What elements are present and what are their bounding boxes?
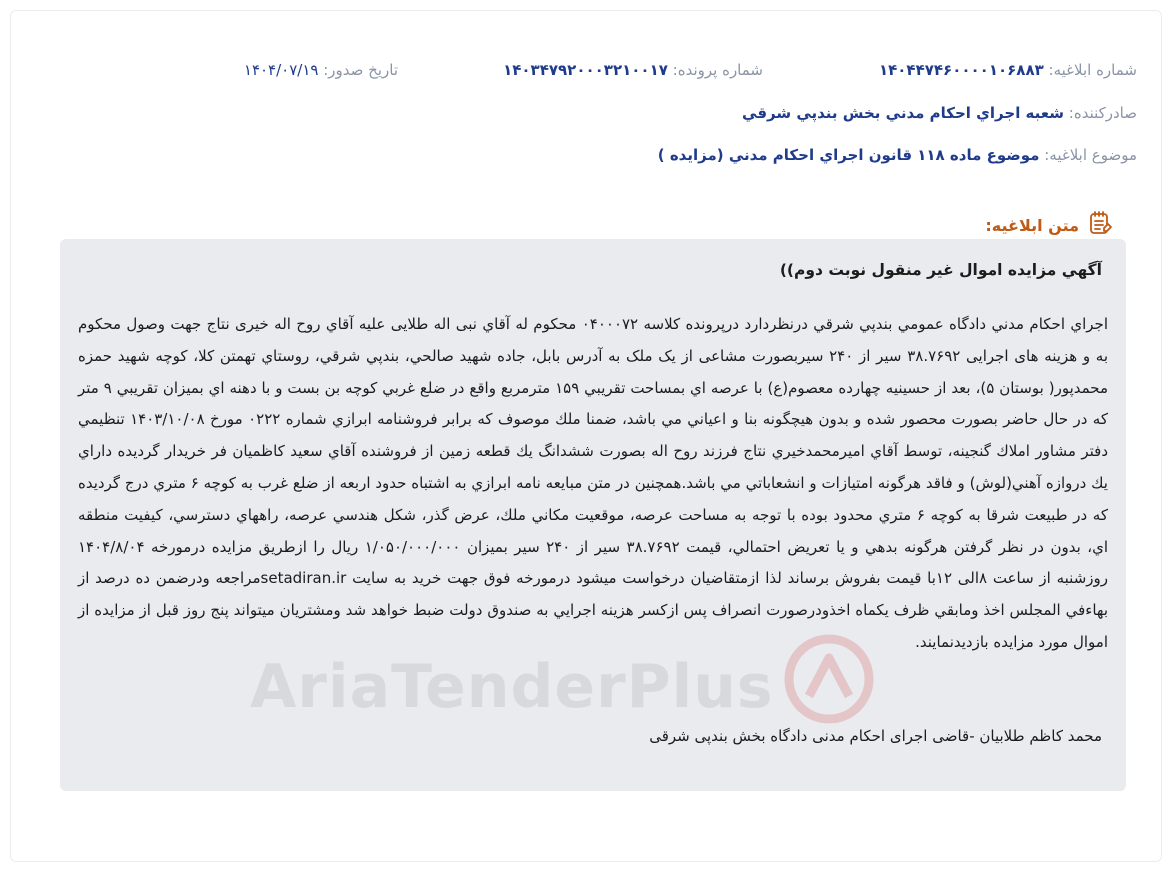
notice-number-value: ۱۴۰۴۴۷۴۶۰۰۰۰۱۰۶۸۸۳ [878,61,1044,79]
notice-number-label: شماره ابلاغيه: [1048,61,1137,79]
notice-body-text: اجراي احكام مدني دادگاه عمومي بندپي شرقي درنظردارد درپرونده كلاسه ۰۴۰۰۰۷۲ محکوم له آقاي نبی اله طلايی عليه آقاي روح اله خيری نتاج جهت وصول محکوم به و هزينه های اجرايی ۳۸.۷۶۹۲ سير از ۲۴۰ سيربصورت مشاعی از يک ملک به آدرس بابل، جاده شهيد صالحي، بندپي شرقي، روستاي تهمتن كلا، كوچه شهيد حمزه محمدپور( بوستان ۵)، بعد از حسينيه چهارده معصوم(ع) با عرصه اي بمساحت تقريبي ۱۵۹ مترمربع واقع در ضلع غربي كوچه بن بست و با دهنه اي بميزان تقريبي ۹ متر كه در حال حاضر بصورت محصور شده و بدون هيچگونه بنا و اعياني مي باشد، ضمنا ملك موصوف كه برابر فروشنامه ابرازي شماره ۰۲۲۲ مورخ ۱۴۰۳/۱۰/۰۸ تنظيمي دفتر مشاور املاك گنجينه، توسط آقاي اميرمحمدخيري نتاج فرزند روح اله بصورت ششدانگ يك قطعه زمين از فروشنده آقاي سعيد كاظميان فر خريدار گرديده داراي يك دروازه آهني(لوش) و فاقد هرگونه امتيازات و انشعاباتي مي باشد.همچنين در متن مبايعه نامه ابرازي به اشتباه حدود اربعه از ضلع غرب به كوچه ۶ متري درج گرديده كه در طبيعت شرقا به كوچه ۶ متري محدود بوده با توجه به مساحت عرصه، موقعيت مكاني ملك، عرض گذر، شكل هندسي عرصه، راههاي دسترسي، كيفيت منطقه اي، بدون در نظر گرفتن هرگونه بدهي و يا تعريض احتمالي، قيمت ۳۸.۷۶۹۲ سير از ۲۴۰ سير بميزان ۱/۰۵۰/۰۰۰/۰۰۰ ريال را ازطريق مزايده درمورخه ۱۴۰۴/۸/۰۴ روزشنبه از ساعت ۸الی ۱۲با قيمت بفروش برساند لذا ازمتقاضيان درخواست ميشود درمورخه فوق جهت خريد به سايت setadiran.irمراجعه ودرضمن ده درصد از بهاءفي المجلس اخذ ومابقي ظرف يكماه اخذودرصورت انصراف پس ازكسر هزينه اجرايي به صندوق دولت ضبط خواهد شد ومشتريان ميتواند پنج روز قبل از مزايده از اموال مورد مزايده بازديدنمايند. [78,315,1109,651]
document-text-icon [1087,210,1113,240]
issue-date-value: ۱۴۰۴/۰۷/۱۹ [243,61,319,79]
notice-text-heading [985,210,1113,240]
notice-subject [658,146,1137,164]
notice-number [879,61,1137,79]
notice-signature: محمد كاظم طلابيان -قاضی اجرای احکام مدنی دادگاه بخش بندپی شرقی [649,727,1102,745]
subject-label: موضوع ابلاغيه: [1044,146,1137,164]
issue-date-label: تاريخ صدور: [323,61,398,79]
issuer [742,104,1137,122]
issuer-value: شعبه اجراي احكام مدني بخش بندپي شرقي [742,104,1064,122]
notice-heading: آگهي مزايده اموال غير منقول نوبت دوم)) [779,261,1102,279]
watermark-text: AriaTenderPlus [250,651,774,722]
subject-value: موضوع ماده ۱۱۸ قانون اجراي احكام مدني (مزايده ) [657,146,1040,164]
notice-body-box [60,239,1126,791]
notice-text-title: متن ابلاغيه: [985,215,1079,235]
issue-date [244,61,398,79]
case-number [503,61,763,79]
case-number-label: شماره پرونده: [672,61,763,79]
issuer-label: صادرکننده: [1068,104,1137,122]
case-number-value: ۱۴۰۳۴۷۹۲۰۰۰۳۲۱۰۰۱۷ [503,61,668,79]
